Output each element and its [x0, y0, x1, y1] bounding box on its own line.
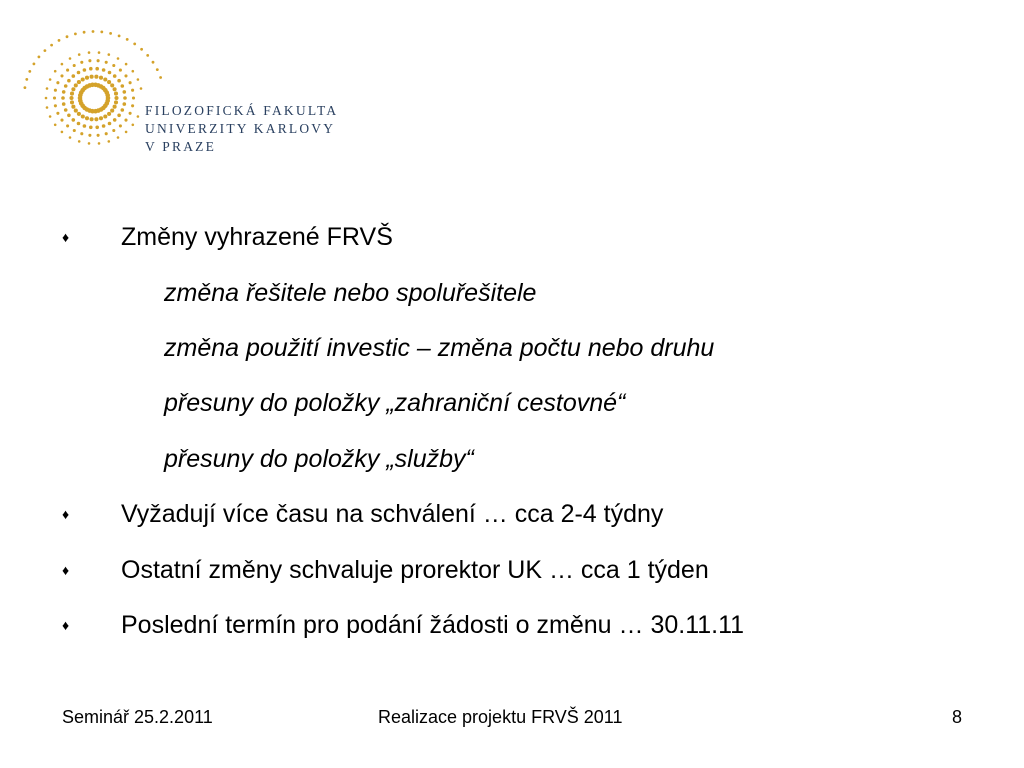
sub-item-text: změna řešitele nebo spoluřešitele — [164, 279, 537, 307]
bullet-diamond-icon: ♦ — [62, 562, 70, 578]
logo-line-3: V PRAZE — [145, 139, 217, 154]
footer-date: Seminář 25.2.2011 — [62, 707, 213, 727]
bullet-item — [0, 221, 1024, 253]
sub-item-text: přesuny do položky „služby“ — [164, 445, 474, 473]
bullet-text: Poslední termín pro podání žádosti o změnu … 30.11.11 — [121, 611, 745, 639]
logo-line-2: UNIVERZITY KARLOVY — [145, 121, 336, 136]
logo-line-1: FILOZOFICKÁ FAKULTA — [145, 103, 339, 118]
bullet-text: Ostatní změny schvaluje prorektor UK … cca 1 týden — [121, 556, 709, 584]
bullet-item — [0, 498, 1024, 530]
bullet-diamond-icon: ♦ — [62, 506, 70, 522]
sub-item — [0, 443, 1024, 475]
sub-item-text: změna použití investic – změna počtu nebo druhu — [164, 334, 715, 362]
bullet-diamond-icon: ♦ — [62, 617, 70, 633]
sub-item — [0, 332, 1024, 364]
footer-title: Realizace projektu FRVŠ 2011 — [378, 707, 623, 727]
bullet-item — [0, 609, 1024, 641]
bullet-text: Změny vyhrazené FRVŠ — [121, 223, 393, 251]
sub-item — [0, 387, 1024, 419]
slide-footer — [0, 704, 1024, 734]
page-number: 8 — [951, 707, 962, 727]
sub-item — [0, 277, 1024, 309]
bullet-item — [0, 554, 1024, 586]
bullet-text: Vyžadují více času na schválení … cca 2-4 týdny — [121, 500, 664, 528]
sub-item-text: přesuny do položky „zahraniční cestovné“ — [164, 389, 626, 417]
bullet-diamond-icon: ♦ — [62, 229, 70, 245]
